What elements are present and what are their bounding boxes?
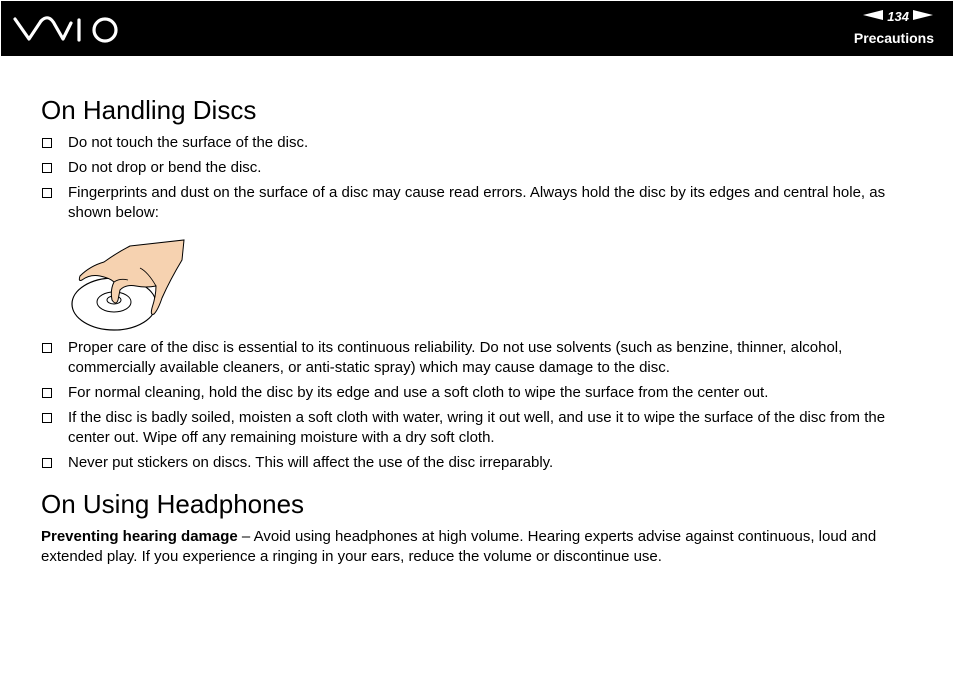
list-item	[41, 183, 921, 223]
list-item-text: For normal cleaning, hold the disc by its edge and use a soft cloth to wipe the surface from the center out.	[68, 384, 769, 401]
heading-handling-discs: On Handling Discs	[41, 95, 257, 125]
list-item	[41, 133, 921, 153]
list-item-text: Do not touch the surface of the disc.	[68, 134, 309, 151]
checkbox-bullet-icon	[42, 188, 52, 198]
heading-using-headphones: On Using Headphones	[41, 489, 305, 519]
page-navigation	[863, 8, 933, 24]
list-item-text: Do not drop or bend the disc.	[68, 159, 262, 176]
list-item-text: Proper care of the disc is essential to its continuous reliability. Do not use solvents (such as benzine, thinner, alcohol, commercially available cleaners, or anti-static spray) which may cause damage to the disc.	[68, 339, 843, 376]
disc-care-list	[41, 338, 921, 478]
vaio-logo	[13, 15, 121, 48]
checkbox-bullet-icon	[42, 413, 52, 423]
headphones-paragraph	[41, 527, 921, 567]
hearing-damage-text: – Avoid using headphones at high volume. Hearing experts advise against continuous, loud and extended play. If you experience a ringing in your ears, reduce the volume or discontinue use.	[41, 528, 877, 565]
list-item	[41, 338, 921, 378]
list-item-text: Fingerprints and dust on the surface of a disc may cause read errors. Always hold the disc by its edges and central hole, as shown below:	[68, 184, 886, 221]
checkbox-bullet-icon	[42, 163, 52, 173]
list-item	[41, 158, 921, 178]
section-name: Precautions	[853, 30, 934, 46]
checkbox-bullet-icon	[42, 458, 52, 468]
list-item-text: If the disc is badly soiled, moisten a soft cloth with water, wring it out well, and use it to wipe the surface of the disc from the center out. Wipe off any remaining moisture with a dry soft cloth.	[68, 409, 886, 446]
previous-page-arrow-icon[interactable]	[863, 7, 883, 25]
list-item	[41, 408, 921, 448]
hearing-damage-lead: Preventing hearing damage	[41, 528, 238, 545]
checkbox-bullet-icon	[42, 343, 52, 353]
header-bar	[1, 1, 953, 56]
checkbox-bullet-icon	[42, 138, 52, 148]
hand-holding-disc-illustration	[70, 238, 190, 339]
list-item	[41, 453, 921, 473]
list-item-text: Never put stickers on discs. This will affect the use of the disc irreparably.	[68, 454, 554, 471]
list-item	[41, 383, 921, 403]
checkbox-bullet-icon	[42, 388, 52, 398]
next-page-arrow-icon[interactable]	[913, 7, 933, 25]
page-number: 134	[887, 8, 909, 24]
disc-tips-list	[41, 133, 921, 228]
